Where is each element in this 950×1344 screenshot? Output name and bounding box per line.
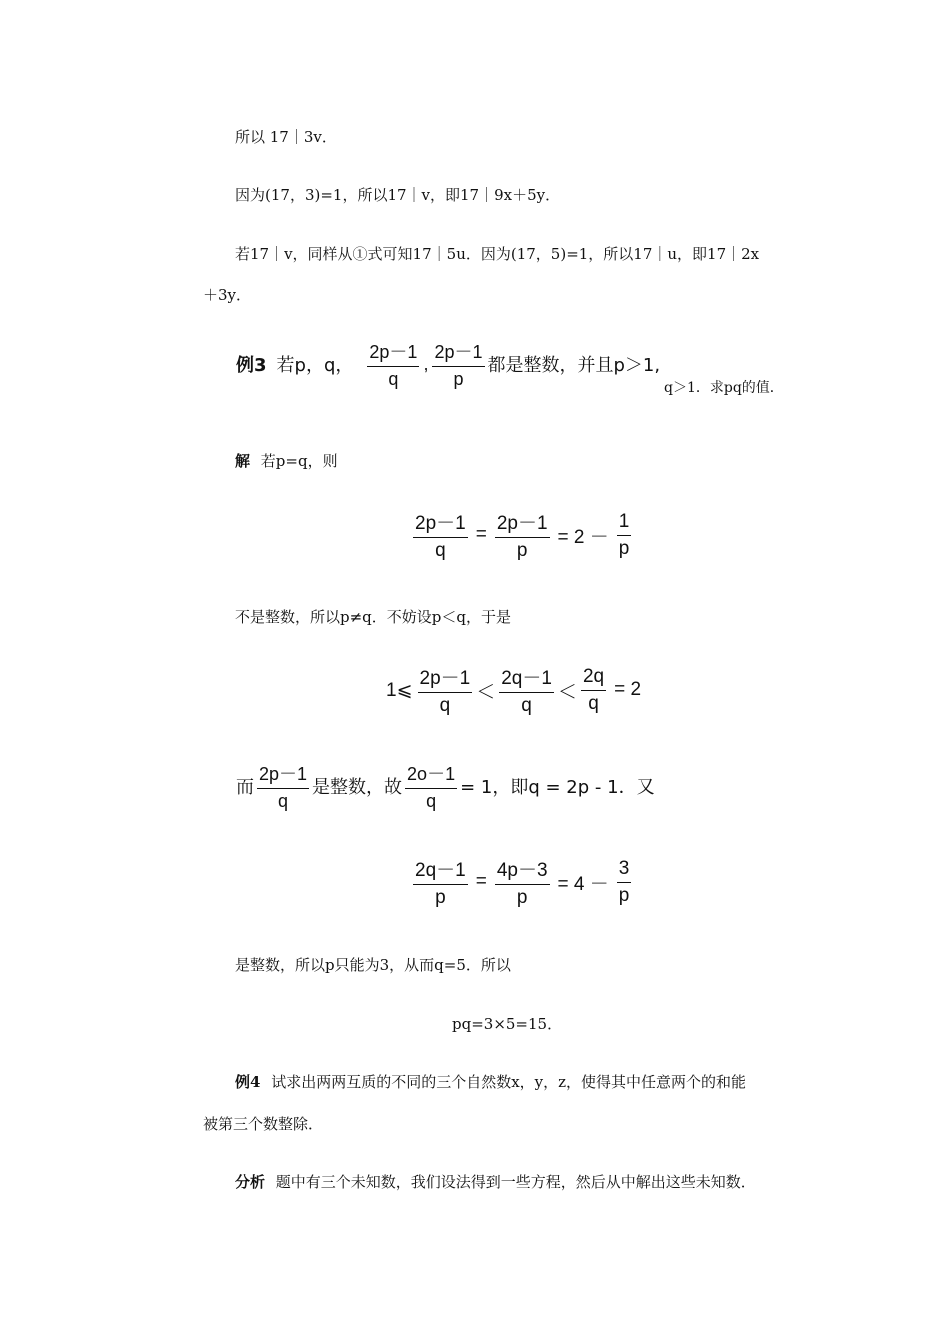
text-line-3b: ＋3y． [203,286,252,304]
fraction-numerator: 2p－1 [257,760,309,789]
eq1-fraction-3 [617,511,632,560]
fraction-denominator: q [388,369,399,389]
fraction-denominator: q [435,540,446,561]
less-than-sign: ＜ [476,681,496,703]
equals-two-minus: = 2 － [557,526,609,548]
fraction-denominator: p [516,887,528,908]
text-line-1: 所以 17｜3v． [235,128,337,146]
example-3-suffix: 都是整数，并且p＞1, [487,355,661,376]
ineq-fraction-3 [581,666,606,715]
analysis-text: 题中有三个未知数，我们设法得到一些方程，然后从中解出这些未知数． [275,1173,756,1191]
less-than-sign: ＜ [557,681,577,703]
fraction-denominator: p [618,537,630,559]
er-lead: 而 [236,777,254,798]
text-line-2: 因为(17，3)=1，所以17｜v，即17｜9x＋5y． [235,186,561,204]
pq-result: pq=3×5=15． [452,1015,563,1033]
er-fraction-1 [257,760,309,812]
fraction-denominator: q [439,695,451,716]
fraction-numerator: 1 [617,511,632,536]
fraction-numerator: 2o－1 [405,760,457,789]
er-fraction-2 [405,760,457,812]
example-3-label: 例3 [236,355,267,376]
equals-four-minus: = 4 － [557,873,609,895]
equation-1 [410,508,634,562]
analysis-line [235,1172,756,1192]
example-4-label: 例4 [235,1073,261,1091]
fraction-numerator: 2p－1 [367,338,419,367]
fraction-numerator: 2p－1 [495,508,550,538]
er-tail: = 1，即q = 2p - 1．又 [460,777,655,798]
not-integer-line: 不是整数，所以p≠q．不妨设p＜q，于是 [235,608,511,626]
fraction-denominator: q [426,791,437,811]
example-3-tail: q＞1．求pq的值． [664,380,784,396]
example-3-fraction-2 [432,338,484,390]
example-3-fraction-1 [367,338,419,390]
fraction-numerator: 2q－1 [413,855,468,885]
example-4-line-1 [235,1072,746,1092]
example-4-line-2: 被第三个数整除． [203,1115,324,1133]
fraction-numerator: 2p－1 [418,663,473,693]
ineq-fraction-2 [499,663,554,717]
equals-sign: = [475,871,487,892]
integer-condition-line [236,760,655,812]
equation-2 [410,855,634,909]
eq1-fraction-1 [413,508,468,562]
equals-sign: = [475,524,487,545]
eq1-fraction-2 [495,508,550,562]
eq2-fraction-3 [617,858,632,907]
example-3-prefix: 若p，q， [276,355,354,376]
text-line-3a: 若17｜v，同样从①式可知17｜5u．因为(17，5)=1，所以17｜u，即17｜2x [235,245,760,263]
example-4-text: 试求出两两互质的不同的三个自然数x，y，z，使得其中任意两个的和能 [271,1073,747,1091]
fraction-numerator: 4p－3 [495,855,550,885]
ineq-lead: 1⩽ [386,679,413,701]
er-mid: 是整数，故 [312,777,403,798]
fraction-numerator: 2p－1 [432,338,484,367]
fraction-denominator: p [435,887,446,908]
solution-line [235,451,338,471]
example-3-separator: , [423,353,429,374]
ineq-fraction-1 [418,663,473,717]
fraction-denominator: q [521,695,532,716]
solution-text: 若p=q，则 [260,452,338,470]
eq2-fraction-1 [413,855,468,909]
analysis-label: 分析 [235,1173,266,1191]
ineq-tail: = 2 [614,679,642,700]
fraction-denominator: q [278,791,289,811]
is-integer-line: 是整数，所以p只能为3，从而q=5．所以 [235,956,511,974]
fraction-numerator: 3 [617,858,632,883]
fraction-numerator: 2p－1 [413,508,468,538]
fraction-denominator: p [453,369,464,389]
fraction-denominator: p [516,540,528,561]
example-3-statement [236,338,660,390]
inequality-chain [386,663,646,717]
eq2-fraction-2 [495,855,550,909]
solution-label: 解 [235,452,251,470]
fraction-numerator: 2q [581,666,606,691]
fraction-numerator: 2q－1 [499,663,554,693]
fraction-denominator: p [618,884,630,906]
fraction-denominator: q [588,692,599,714]
